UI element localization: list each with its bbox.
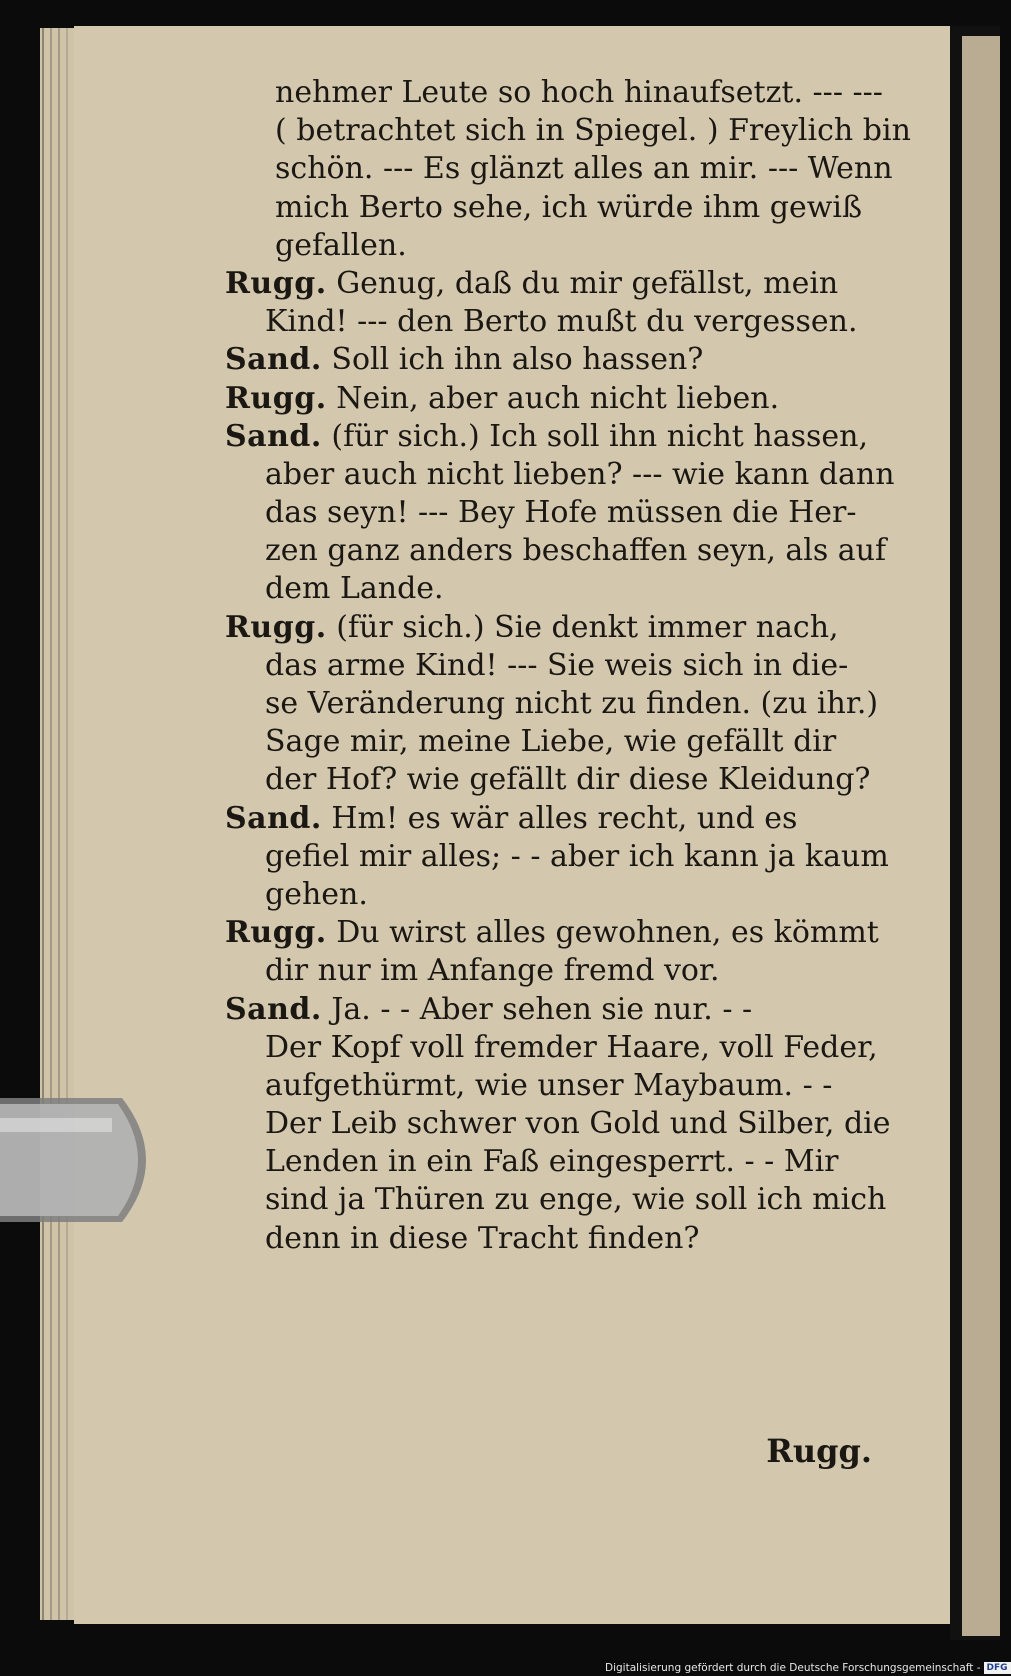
speech-line: das seyn! --- Bey Hofe müssen die Her- [265, 495, 857, 531]
speech [225, 914, 905, 990]
speech-line: sind ja Thüren zu enge, wie soll ich mich [265, 1182, 887, 1218]
speech-text: Nein, aber auch nicht lieben. [336, 380, 780, 416]
credit-text: Digitalisierung gefördert durch die Deutsche Forschungsgemeinschaft - [605, 1662, 981, 1674]
speech-line: gefiel mir alles; - - aber ich kann ja kaum [265, 838, 889, 874]
speech-line: zen ganz anders beschaffen seyn, als auf [265, 533, 887, 569]
speech-line: dir nur im Anfange fremd vor. [265, 953, 720, 989]
speaker-name: Rugg. [225, 915, 327, 951]
speech [225, 265, 905, 341]
speech-line: se Veränderung nicht zu finden. (zu ihr.) [265, 686, 879, 721]
speech-line: aber auch nicht lieben? --- wie kann dann [265, 456, 895, 492]
speaker-name: Sand. [225, 342, 322, 378]
speech [225, 418, 905, 609]
speaker-name: Sand. [225, 418, 322, 454]
speech-line: denn in diese Tracht finden? [265, 1220, 700, 1256]
text-line: mich Berto sehe, ich würde ihm gewiß [275, 189, 863, 225]
speech [225, 380, 905, 418]
speech [225, 800, 905, 915]
speaker-name: Rugg. [225, 609, 327, 645]
speech-line: Kind! --- den Berto mußt du vergessen. [265, 304, 858, 340]
text-line: schön. --- Es glänzt alles an mir. --- Wenn [275, 151, 893, 187]
speaker-name: Rugg. [225, 265, 327, 301]
speech-line: der Hof? wie gefällt dir diese Kleidung? [265, 762, 871, 798]
speech-line: Lenden in ein Faß eingesperrt. - - Mir [265, 1144, 839, 1180]
speaker-name: Sand. [225, 991, 322, 1027]
text-line: gefallen. [275, 227, 407, 263]
speech-text: Ja. - - Aber sehen sie nur. - - [331, 991, 753, 1027]
speech [225, 991, 905, 1258]
speech-text: (für sich.) Sie denkt immer nach, [336, 609, 839, 645]
dfg-logo: DFG [984, 1662, 1011, 1674]
speech-line: das arme Kind! --- Sie weis sich in die- [265, 647, 849, 683]
speech-text: Genug, daß du mir gefällst, mein [336, 265, 839, 301]
speech-line: Der Leib schwer von Gold und Silber, die [265, 1106, 891, 1142]
speaker-name: Sand. [225, 800, 322, 836]
speech-line: gehen. [265, 876, 368, 912]
digitization-credit [605, 1661, 1008, 1676]
text-line: nehmer Leute so hoch hinaufsetzt. --- --- [275, 75, 883, 110]
text-line: ( betrachtet sich in Spiegel. ) Freylich bin [275, 113, 911, 149]
speech-line: dem Lande. [265, 571, 444, 607]
speech-line: aufgethürmt, wie unser Maybaum. - - [265, 1067, 833, 1103]
speech-text: Hm! es wär alles recht, und es [331, 800, 798, 836]
speech [225, 341, 905, 379]
speaker-name: Rugg. [225, 380, 327, 416]
speech-text: Soll ich ihn also hassen? [331, 342, 704, 378]
speech-text: Du wirst alles gewohnen, es kömmt [336, 915, 879, 951]
speech-line: Sage mir, meine Liebe, wie gefällt dir [265, 724, 837, 760]
speech-text: (für sich.) Ich soll ihn nicht hassen, [331, 418, 868, 454]
catchword: Rugg. [766, 1432, 872, 1470]
speech [225, 609, 905, 800]
speech-line: Der Kopf voll fremder Haare, voll Feder, [265, 1029, 878, 1065]
page-text [225, 74, 911, 1258]
continuation-block [225, 74, 911, 265]
